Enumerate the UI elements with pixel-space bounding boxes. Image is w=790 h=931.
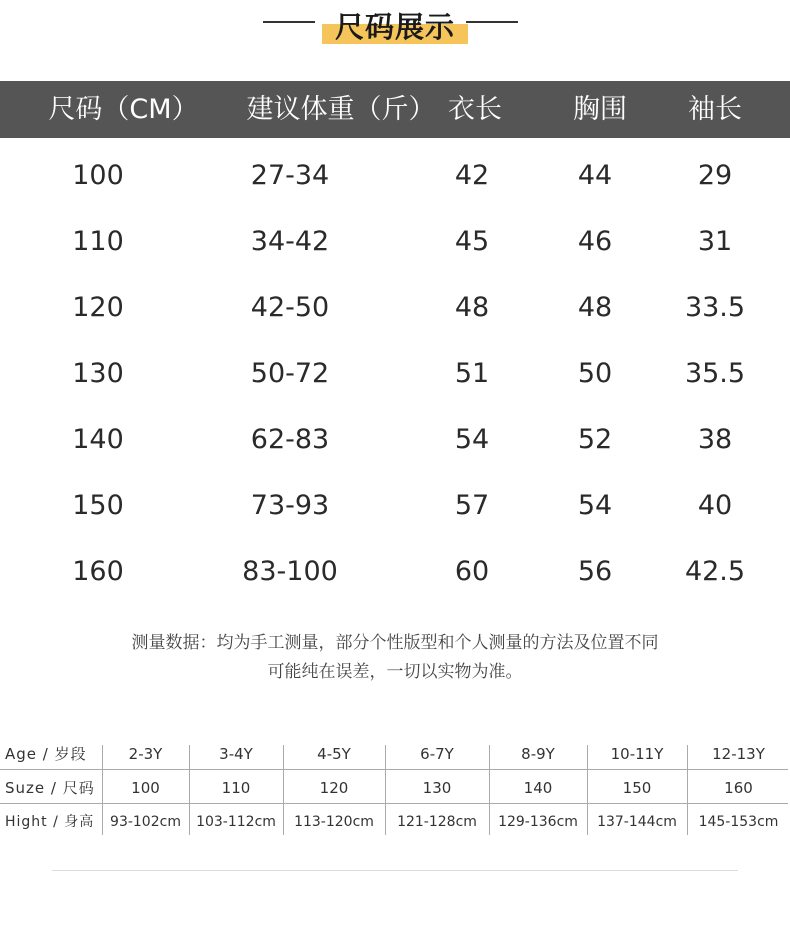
cell-length: 54 [454,424,490,455]
page-title: 尺码展示 [334,10,455,44]
size-row [0,771,790,805]
cell-chest: 48 [577,292,613,323]
cell-weight: 62-83 [250,424,330,455]
header-size: 尺码（CM） [48,94,199,125]
cell-size: 100 [72,160,124,191]
height-cell: 145-153cm [698,814,779,830]
table-row [0,539,790,605]
header-weight: 建议体重（斤） [246,94,436,125]
cell-length: 42 [454,160,490,191]
cell-size: 130 [72,358,124,389]
cell-size: 110 [72,226,124,257]
cell-length: 51 [454,358,490,389]
row-label-age: Age / 岁段 [5,745,87,763]
height-cell: 121-128cm [397,814,477,830]
age-cell: 8-9Y [521,745,555,763]
cell-chest: 46 [577,226,613,257]
bottom-divider [52,870,738,871]
cell-chest: 52 [577,424,613,455]
table-row [0,341,790,407]
cell-length: 60 [454,556,490,587]
cell-weight: 73-93 [250,490,330,521]
size-cell: 140 [523,779,553,797]
size-cell: 130 [422,779,452,797]
row-label-height: Hight / 身高 [5,814,95,830]
size-cell: 110 [221,779,251,797]
table-row [0,275,790,341]
height-row [0,805,790,839]
size-table-header [0,81,790,138]
measurement-note-line2: 可能纯在误差，一切以实物为准。 [267,662,523,682]
age-cell: 4-5Y [317,745,351,763]
header-length: 衣长 [448,94,502,125]
cell-sleeve: 31 [697,226,733,257]
header-chest: 胸围 [573,94,627,125]
cell-weight: 34-42 [250,226,330,257]
age-cell: 3-4Y [219,745,253,763]
cell-sleeve: 38 [697,424,733,455]
cell-weight: 27-34 [250,160,330,191]
cell-sleeve: 40 [697,490,733,521]
cell-sleeve: 35.5 [684,358,746,389]
cell-chest: 44 [577,160,613,191]
cell-sleeve: 29 [697,160,733,191]
cell-size: 120 [72,292,124,323]
age-cell: 12-13Y [712,745,765,763]
cell-chest: 50 [577,358,613,389]
height-cell: 103-112cm [196,814,276,830]
height-cell: 113-120cm [294,814,374,830]
row-label-size: Suze / 尺码 [5,779,95,797]
cell-length: 57 [454,490,490,521]
cell-size: 140 [72,424,124,455]
cell-weight: 42-50 [250,292,330,323]
table-row [0,143,790,209]
size-cell: 100 [131,779,160,797]
size-cell: 150 [622,779,652,797]
age-cell: 6-7Y [420,745,454,763]
age-size-table [0,737,790,837]
table-row [0,407,790,473]
cell-sleeve: 33.5 [684,292,746,323]
height-cell: 137-144cm [597,814,677,830]
cell-chest: 54 [577,490,613,521]
cell-weight: 83-100 [242,556,338,587]
measurement-note-line1: 测量数据：均为手工测量，部分个性版型和个人测量的方法及位置不同 [131,633,659,653]
cell-size: 160 [72,556,124,587]
size-cell: 160 [724,779,753,797]
cell-chest: 56 [577,556,613,587]
size-cell: 120 [319,779,349,797]
age-cell: 2-3Y [128,745,163,763]
title-left-rule [263,21,315,23]
age-row [0,737,790,771]
header-sleeve: 袖长 [688,94,742,125]
height-cell: 93-102cm [110,814,181,830]
title-right-rule [466,21,518,23]
height-cell: 129-136cm [498,814,578,830]
table-row [0,473,790,539]
cell-length: 48 [454,292,490,323]
cell-weight: 50-72 [250,358,330,389]
cell-size: 150 [72,490,124,521]
age-cell: 10-11Y [610,745,664,763]
cell-length: 45 [454,226,490,257]
size-title-block [0,0,790,60]
table-row [0,209,790,275]
cell-sleeve: 42.5 [684,556,746,587]
